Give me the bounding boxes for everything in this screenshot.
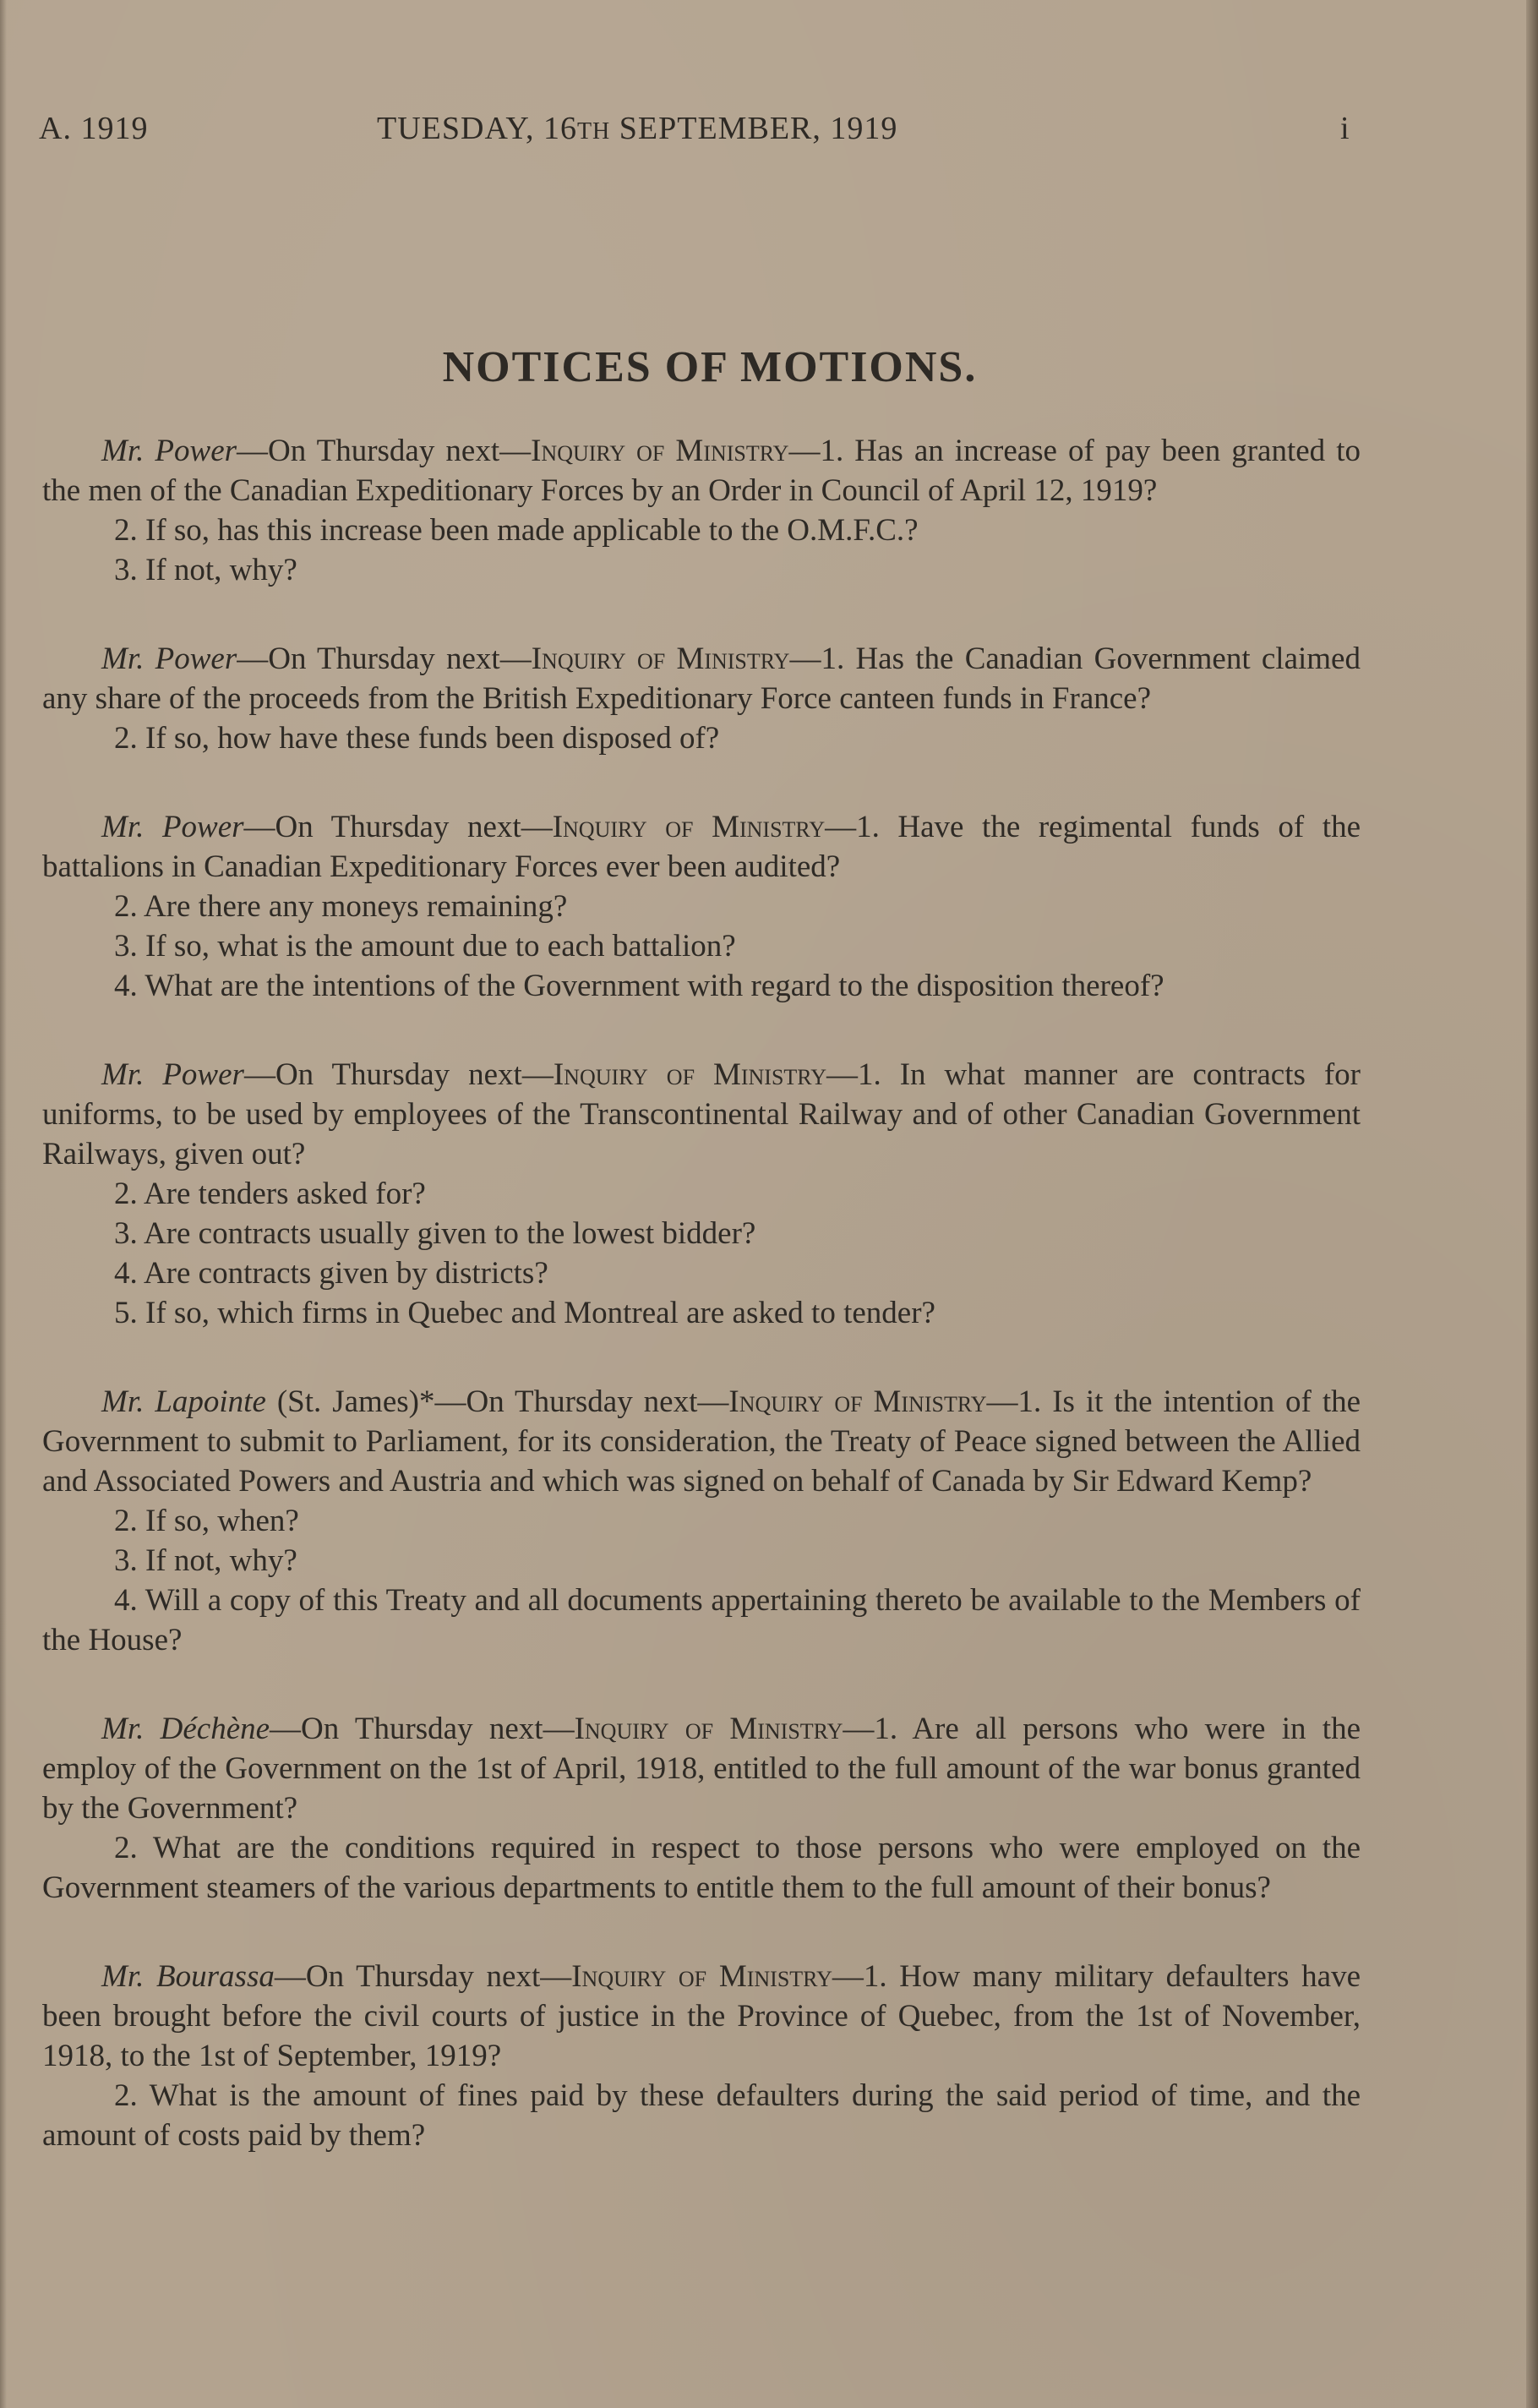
motion-first-question: —1. Has the Canadian Government claimed any share of the proceeds from the British Expeditionary Force canteen funds in France?: [42, 642, 1361, 716]
motion-first-question: —1. In what manner are contracts for uniforms, to be used by employees of the Transcontinental Railway and of other Canadian Government Railways, given out?: [42, 1057, 1361, 1171]
header-page-number: i: [1340, 111, 1350, 146]
header-ordinal: TH: [576, 118, 611, 145]
motion-mover: Mr. Power: [101, 434, 237, 468]
motion-mover: Mr. Power: [101, 810, 244, 844]
motion-first-question: —1. How many military defaulters have been brought before the civil courts of justice in the Province of Quebec, from the 1st of November, 1918, to the 1st of September, 1919?: [42, 1959, 1361, 2073]
motion-question: 3. Are contracts usually given to the lowest bidder?: [114, 1216, 756, 1251]
motion-question: 2. If so, has this increase been made applicable to the O.M.F.C.?: [114, 513, 919, 548]
motion-lead: [42, 431, 1361, 511]
motion-inquiry: Inquiry of Ministry: [571, 1959, 832, 1994]
motion-intro: —On Thursday next—: [237, 434, 532, 468]
motion-question: 2. What are the conditions required in respect to those persons who were employed on the Government steamers of the various departments to entitle them to the full amount of their bonus?: [42, 1831, 1361, 1905]
motion-intro: —On Thursday next—: [270, 1712, 575, 1746]
motion-inquiry: Inquiry of Ministry: [553, 1057, 826, 1092]
motion-question: 5. If so, which firms in Quebec and Montreal are asked to tender?: [114, 1296, 935, 1330]
motion-inquiry: Inquiry of Ministry: [531, 434, 789, 468]
motion-inquiry: Inquiry of Ministry: [574, 1712, 843, 1746]
motion-lead: [42, 1957, 1361, 2076]
motion-mover: Mr. Lapointe: [101, 1384, 266, 1419]
motion-question: 4. What are the intentions of the Government with regard to the disposition thereof?: [114, 969, 1164, 1003]
motion-first-question: —1. Has an increase of pay been granted to the men of the Canadian Expeditionary Forces by an Order in Council of April 12, 1919?: [42, 434, 1361, 508]
motion-question: 3. If not, why?: [114, 1543, 297, 1578]
motion-5: [42, 1382, 1361, 1660]
motion-lead: [42, 1382, 1361, 1501]
page-title: NOTICES OF MOTIONS.: [442, 343, 978, 391]
motion-question: 2. Are there any moneys remaining?: [114, 889, 568, 924]
motion-1: [42, 431, 1361, 590]
motion-4: [42, 1055, 1361, 1333]
motion-mover: Mr. Power: [101, 1057, 244, 1092]
motion-mover: Mr. Bourassa: [101, 1959, 275, 1994]
motion-question: 3. If so, what is the amount due to each battalion?: [114, 929, 736, 964]
motion-lead: [42, 807, 1361, 887]
page-header: [39, 110, 1357, 152]
motion-question: 2. Are tenders asked for?: [114, 1177, 426, 1211]
motion-lead: [42, 639, 1361, 718]
motion-intro: —On Thursday next—: [243, 1057, 554, 1092]
motion-mover: Mr. Power: [101, 642, 237, 676]
motion-question: 4. Are contracts given by districts?: [114, 1256, 548, 1291]
motion-lead: [42, 1709, 1361, 1828]
header-session: A. 1919: [39, 111, 149, 146]
motion-question: 2. If so, how have these funds been disposed of?: [114, 721, 720, 756]
motion-question: 3. If not, why?: [114, 553, 297, 587]
motion-riding: (St. James)*: [265, 1384, 435, 1419]
motion-intro: —On Thursday next—: [243, 810, 553, 844]
motion-mover: Mr. Déchène: [101, 1712, 270, 1746]
motion-6: [42, 1709, 1361, 1908]
header-month-year: SEPTEMBER, 1919: [610, 111, 898, 146]
motion-7: [42, 1957, 1361, 2155]
motion-inquiry: Inquiry of Ministry: [728, 1384, 987, 1419]
motion-intro: —On Thursday next—: [434, 1384, 729, 1419]
motion-3: [42, 807, 1361, 1006]
motion-first-question: —1. Are all persons who were in the employ of the Government on the 1st of April, 1918, entitled to the full amount of the war bonus granted by the Government?: [42, 1712, 1361, 1826]
motion-question: 2. What is the amount of fines paid by these defaulters during the said period of time, and the amount of costs paid by them?: [42, 2078, 1361, 2153]
motion-lead: [42, 1055, 1361, 1174]
motion-2: [42, 639, 1361, 758]
page-edge-right: [1526, 0, 1538, 2408]
motions-list: [42, 431, 1361, 2204]
motion-first-question: —1. Have the regimental funds of the battalions in Canadian Expeditionary Forces ever been audited?: [42, 810, 1361, 884]
motion-intro: —On Thursday next—: [274, 1959, 572, 1994]
motion-question: 4. Will a copy of this Treaty and all documents appertaining thereto be available to the Members of the House?: [42, 1583, 1361, 1657]
motion-inquiry: Inquiry of Ministry: [531, 642, 790, 676]
motion-intro: —On Thursday next—: [237, 642, 532, 676]
motion-question: 2. If so, when?: [114, 1504, 299, 1538]
header-day: TUESDAY, 16: [377, 111, 577, 146]
motion-first-question: —1. Is it the intention of the Government to submit to Parliament, for its consideration, the Treaty of Peace signed between the Allied and Associated Powers and Austria and which was signed on behalf of Canada by Sir Edward Kemp?: [42, 1384, 1361, 1499]
header-date: [377, 110, 897, 147]
motion-inquiry: Inquiry of Ministry: [552, 810, 826, 844]
